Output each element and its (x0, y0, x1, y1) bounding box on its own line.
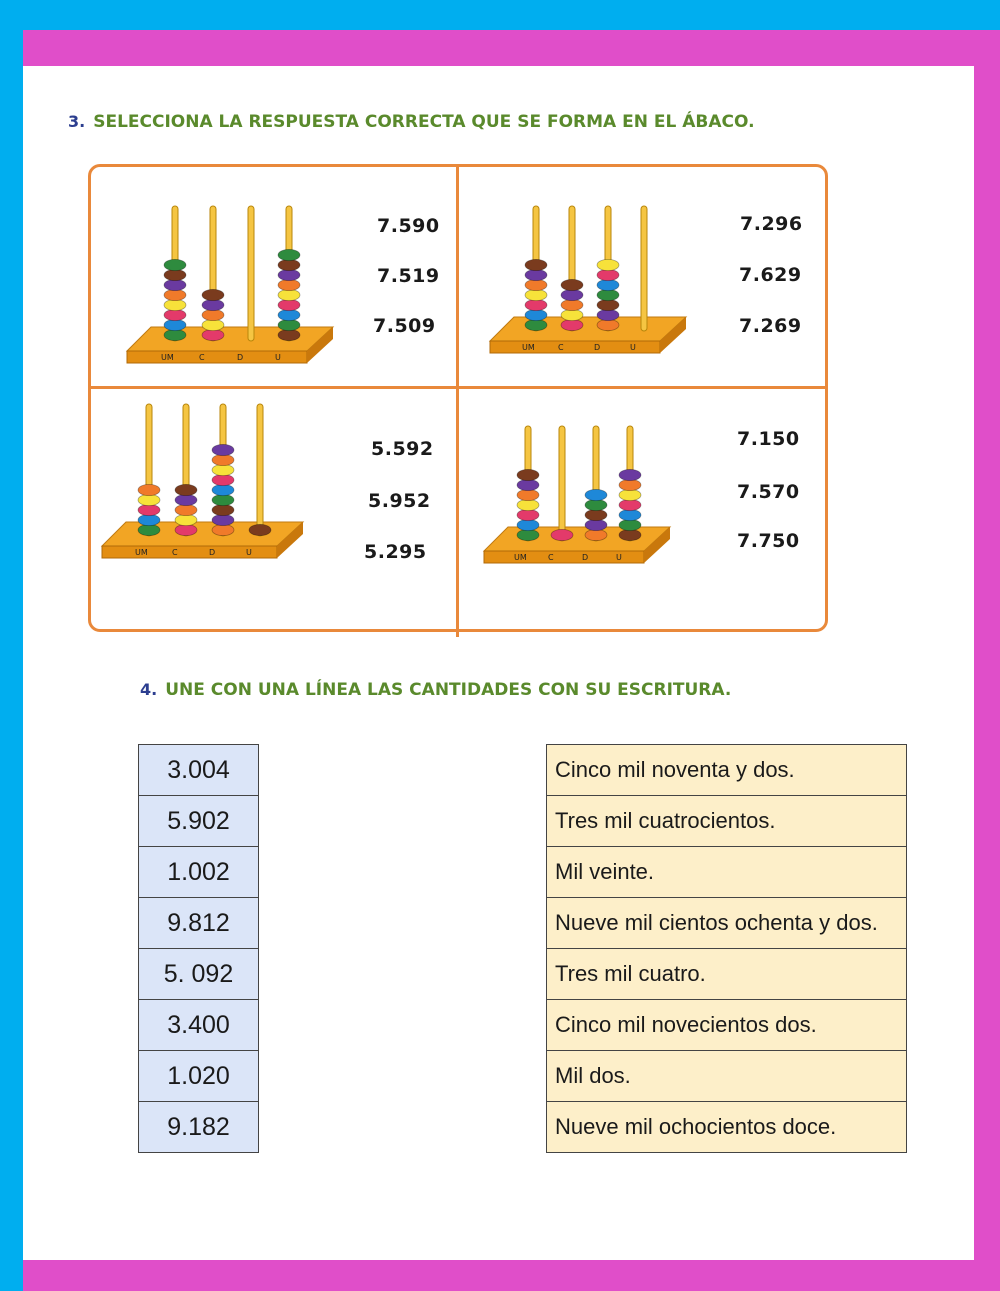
table-row (547, 949, 907, 1000)
number-cell[interactable]: 3.004 (139, 745, 259, 796)
abacus-place-label: U (616, 553, 622, 562)
abacus-bead (619, 499, 641, 510)
abacus-bead (278, 249, 300, 260)
abacus-bead (212, 444, 234, 455)
abacus-bead (517, 519, 539, 530)
abacus-bead (619, 489, 641, 500)
abacus-bead (202, 289, 224, 300)
abacus-bead (175, 514, 197, 525)
abacus-bead (525, 289, 547, 300)
word-cell[interactable]: Tres mil cuatrocientos. (547, 796, 907, 847)
abacus-base-top (484, 527, 670, 551)
abacus-bead (175, 504, 197, 515)
number-cell[interactable]: 5. 092 (139, 949, 259, 1000)
abacus-bead (202, 309, 224, 320)
abacus-bead (597, 319, 619, 330)
table-row (139, 1051, 259, 1102)
abacus-bead (585, 499, 607, 510)
abacus-place-label: C (172, 548, 178, 557)
right-border (974, 30, 1000, 1291)
abacus-bead (164, 269, 186, 280)
abacus-bead (597, 279, 619, 290)
abacus-place-label: UM (161, 353, 174, 362)
abacus-bead (517, 469, 539, 480)
word-cell[interactable]: Cinco mil noventa y dos. (547, 745, 907, 796)
abacus-bead (278, 329, 300, 340)
abacus-3-option-2[interactable]: 5.952 (368, 490, 431, 512)
abacus-bead (164, 259, 186, 270)
number-cell[interactable]: 9.812 (139, 898, 259, 949)
abacus-image-2 (488, 200, 688, 365)
abacus-bead (561, 319, 583, 330)
number-cell[interactable]: 5.902 (139, 796, 259, 847)
abacus-bead (138, 504, 160, 515)
abacus-bead (585, 509, 607, 520)
abacus-rod (641, 206, 647, 331)
abacus-bead (619, 529, 641, 540)
abacus-bead (517, 529, 539, 540)
abacus-place-label: C (558, 343, 564, 352)
abacus-bead (517, 479, 539, 490)
abacus-place-label: C (199, 353, 205, 362)
abacus-bead (278, 309, 300, 320)
abacus-bead (517, 489, 539, 500)
abacus-bead (597, 309, 619, 320)
abacus-bead (597, 269, 619, 280)
abacus-base-top (127, 327, 333, 351)
table-row (547, 745, 907, 796)
abacus-rod (559, 426, 565, 541)
abacus-2-option-2[interactable]: 7.629 (739, 264, 802, 286)
abacus-bead (517, 499, 539, 510)
abacus-bead (212, 504, 234, 515)
abacus-bead (164, 319, 186, 330)
abacus-4-option-3[interactable]: 7.750 (737, 530, 800, 552)
abacus-bead (278, 289, 300, 300)
abacus-place-label: UM (522, 343, 535, 352)
number-cell[interactable]: 3.400 (139, 1000, 259, 1051)
table-row (547, 847, 907, 898)
abacus-bead (525, 309, 547, 320)
word-cell[interactable]: Nueve mil ochocientos doce. (547, 1102, 907, 1153)
abacus-bead (175, 484, 197, 495)
abacus-image-1 (125, 200, 335, 375)
word-cell[interactable]: Mil dos. (547, 1051, 907, 1102)
abacus-4-option-2[interactable]: 7.570 (737, 481, 800, 503)
grid-horizontal-divider (88, 386, 828, 389)
abacus-bead (164, 309, 186, 320)
abacus-place-label: D (209, 548, 216, 557)
abacus-bead (597, 299, 619, 310)
abacus-2-option-1[interactable]: 7.296 (740, 213, 803, 235)
abacus-bead (212, 454, 234, 465)
table-row (139, 949, 259, 1000)
abacus-bead (597, 259, 619, 270)
abacus-bead (525, 299, 547, 310)
abacus-1-option-1[interactable]: 7.590 (377, 215, 440, 237)
abacus-bead (585, 529, 607, 540)
abacus-bead (561, 309, 583, 320)
abacus-3-option-1[interactable]: 5.592 (371, 438, 434, 460)
question-4-number: 4. (140, 680, 158, 699)
abacus-image-3 (100, 398, 305, 570)
abacus-place-label: UM (135, 548, 148, 557)
abacus-bead (212, 464, 234, 475)
abacus-bead (138, 484, 160, 495)
abacus-1-option-3[interactable]: 7.509 (373, 315, 436, 337)
abacus-bead (585, 489, 607, 500)
question-3-title (68, 112, 755, 132)
abacus-2-option-3[interactable]: 7.269 (739, 315, 802, 337)
abacus-bead (278, 279, 300, 290)
abacus-bead (175, 524, 197, 535)
abacus-rod (257, 404, 263, 536)
abacus-bead (175, 494, 197, 505)
abacus-place-label: D (582, 553, 589, 562)
abacus-bead (278, 299, 300, 310)
abacus-bead (517, 509, 539, 520)
abacus-place-label: U (275, 353, 281, 362)
numbers-table (138, 744, 259, 1153)
abacus-bead (202, 329, 224, 340)
table-row (139, 898, 259, 949)
abacus-bead (138, 524, 160, 535)
abacus-bead (138, 514, 160, 525)
table-row (139, 847, 259, 898)
abacus-place-label: D (237, 353, 244, 362)
top-border (23, 30, 1000, 66)
table-row (547, 1051, 907, 1102)
abacus-bead (525, 279, 547, 290)
abacus-rod (248, 206, 254, 341)
number-cell[interactable]: 1.002 (139, 847, 259, 898)
table-row (547, 1102, 907, 1153)
abacus-bead (212, 514, 234, 525)
abacus-place-label: U (246, 548, 252, 557)
abacus-bead (212, 474, 234, 485)
abacus-bead (619, 479, 641, 490)
abacus-place-label: UM (514, 553, 527, 562)
abacus-bead (619, 519, 641, 530)
question-4-title (140, 680, 731, 700)
abacus-bead (619, 469, 641, 480)
abacus-bead (278, 269, 300, 280)
abacus-bead (164, 279, 186, 290)
abacus-bead (561, 299, 583, 310)
abacus-base-top (102, 522, 303, 546)
abacus-bead (202, 299, 224, 310)
abacus-bead (619, 509, 641, 520)
abacus-bead (561, 279, 583, 290)
table-row (139, 1102, 259, 1153)
abacus-4-option-1[interactable]: 7.150 (737, 428, 800, 450)
abacus-bead (202, 319, 224, 330)
question-4-text: UNE CON UNA LÍNEA LAS CANTIDADES CON SU ESCRITURA. (165, 680, 732, 700)
abacus-bead (164, 289, 186, 300)
abacus-bead (551, 529, 573, 540)
abacus-1-option-2[interactable]: 7.519 (377, 265, 440, 287)
abacus-bead (525, 319, 547, 330)
abacus-3-option-3[interactable]: 5.295 (364, 541, 427, 563)
abacus-bead (212, 524, 234, 535)
question-3-text: SELECCIONA LA RESPUESTA CORRECTA QUE SE FORMA EN EL ÁBACO. (93, 112, 755, 132)
abacus-bead (278, 319, 300, 330)
words-table (546, 744, 907, 1153)
number-cell[interactable]: 1.020 (139, 1051, 259, 1102)
abacus-bead (164, 329, 186, 340)
abacus-bead (525, 269, 547, 280)
abacus-bead (138, 494, 160, 505)
word-cell[interactable]: Nueve mil cientos ochenta y dos. (547, 898, 907, 949)
abacus-bead (164, 299, 186, 310)
grid-vertical-divider (456, 164, 459, 637)
abacus-place-label: C (548, 553, 554, 562)
abacus-bead (278, 259, 300, 270)
table-row (547, 1000, 907, 1051)
abacus-bead (597, 289, 619, 300)
question-3-number: 3. (68, 112, 86, 131)
abacus-bead (212, 494, 234, 505)
word-cell[interactable]: Tres mil cuatro. (547, 949, 907, 1000)
abacus-place-label: U (630, 343, 636, 352)
number-cell[interactable]: 9.182 (139, 1102, 259, 1153)
bottom-border (23, 1260, 1000, 1291)
abacus-image-4 (482, 420, 672, 575)
table-row (139, 1000, 259, 1051)
table-row (547, 796, 907, 847)
table-row (139, 745, 259, 796)
abacus-bead (212, 484, 234, 495)
table-row (139, 796, 259, 847)
abacus-bead (561, 289, 583, 300)
word-cell[interactable]: Mil veinte. (547, 847, 907, 898)
abacus-bead (585, 519, 607, 530)
word-cell[interactable]: Cinco mil novecientos dos. (547, 1000, 907, 1051)
abacus-place-label: D (594, 343, 601, 352)
table-row (547, 898, 907, 949)
abacus-bead (249, 524, 271, 535)
abacus-bead (525, 259, 547, 270)
abacus-base-top (490, 317, 686, 341)
